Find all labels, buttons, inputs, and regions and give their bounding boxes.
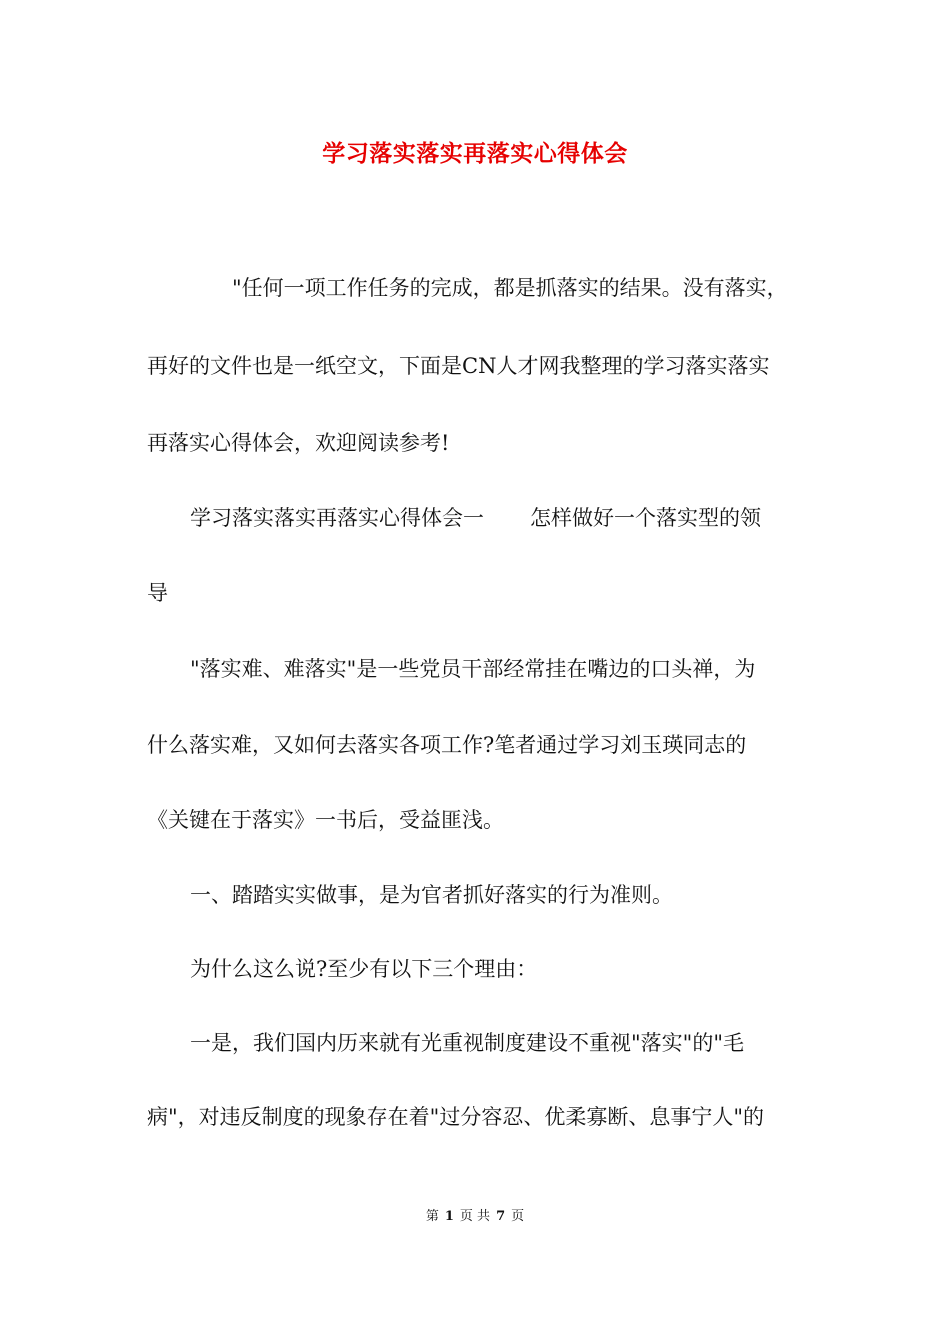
paragraph-line-12: 病"，对违反制度的现象存在着"过分容忍、优柔寡断、息事宁人"的 <box>147 1105 764 1129</box>
paragraph-line-6: "落实难、难落实"是一些党员干部经常挂在嘴边的口头禅，为 <box>190 657 756 681</box>
paragraph-line-9: 一、踏踏实实做事，是为官者抓好落实的行为准则。 <box>190 883 673 907</box>
footer-middle: 页 共 <box>459 1209 491 1224</box>
paragraph-line-1: "任何一项工作任务的完成，都是抓落实的结果。没有落实， <box>232 276 788 300</box>
section-heading-line-wrap: 导 <box>147 581 168 605</box>
paragraph-line-10: 为什么这么说?至少有以下三个理由： <box>190 957 538 981</box>
footer-total-pages: 7 <box>496 1209 506 1224</box>
footer-suffix: 页 <box>511 1209 525 1224</box>
section-heading-subtitle: 怎样做好一个落实型的领 <box>530 506 761 530</box>
paragraph-line-11: 一是，我们国内历来就有光重视制度建设不重视"落实"的"毛 <box>190 1031 744 1055</box>
paragraph-line-7: 什么落实难，又如何去落实各项工作?笔者通过学习刘玉瑛同志的 <box>147 733 747 757</box>
paragraph-line-3: 再落实心得体会，欢迎阅读参考! <box>147 431 450 455</box>
footer-page-number: 1 <box>444 1209 454 1224</box>
page-footer <box>0 1208 950 1226</box>
document-title: 学习落实落实再落实心得体会 <box>322 140 628 167</box>
paragraph-line-8: 《关键在于落实》一书后，受益匪浅。 <box>147 808 504 832</box>
footer-prefix: 第 <box>425 1209 439 1224</box>
paragraph-line-2: 再好的文件也是一纸空文，下面是CN人才网我整理的学习落实落实 <box>147 354 770 378</box>
section-heading-line <box>190 503 761 533</box>
section-heading-title: 学习落实落实再落实心得体会一 <box>190 506 484 530</box>
